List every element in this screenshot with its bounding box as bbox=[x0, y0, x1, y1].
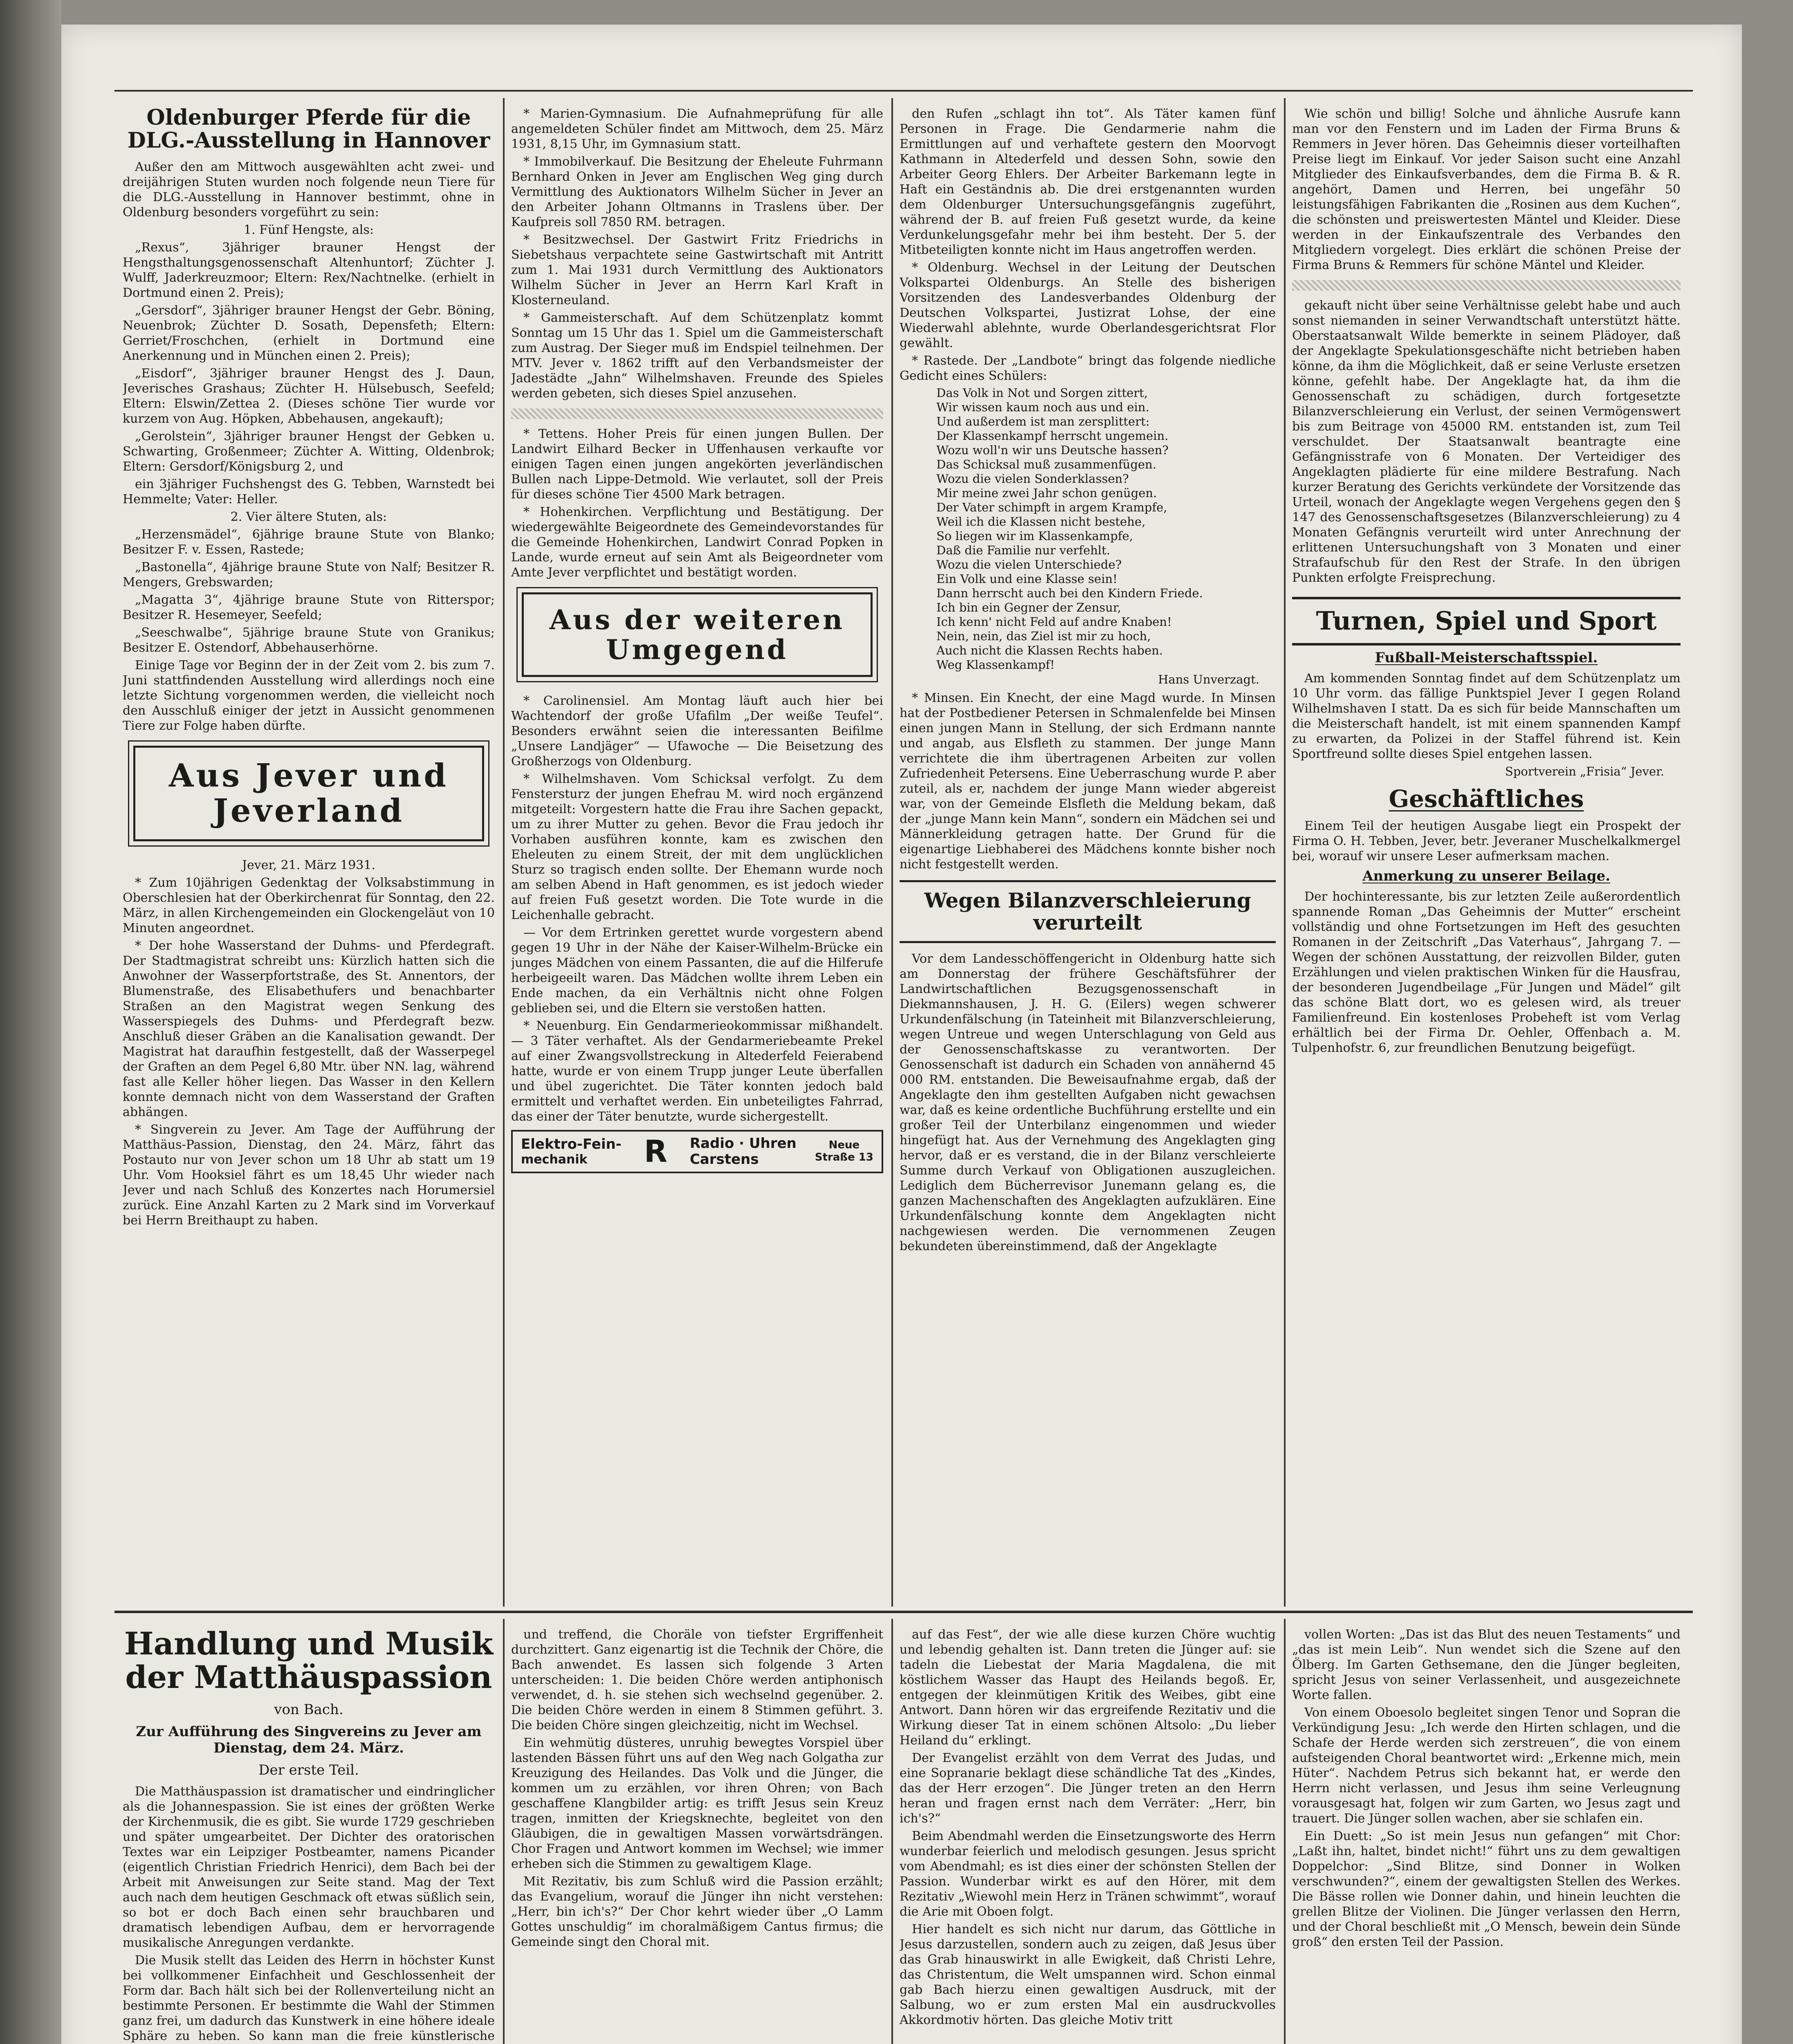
column-rule-3 bbox=[1284, 98, 1286, 1607]
paragraph: Einige Tage vor Beginn der in der Zeit vom 2. bis zum 7. Juni stattfindenden Ausstellung wird allerdings noch eine letzte Sichtung vorgenommen werden, die vielleicht noch den Ausschluß einiger der jetzt in Aussicht genommenen Tiere zur Folge haben dürfte. bbox=[123, 658, 495, 733]
dateline: Jever, 21. März 1931. bbox=[242, 858, 375, 872]
paragraph: Vor dem Landesschöffengericht in Oldenburg hatte sich am Donnerstag der frühere Geschäftsführer der Landwirtschaftlichen Bezugsgenossenschaft in Diekmannshausen, J. H. G. (Eilers) wegen schwerer Urkundenfälschung (in Tateinheit mit Bilanzverschleierung, wegen Untreue und wegen Unterschlagung von Geld aus der Genossenschaftskasse zu verantworten. Der Genossenschaft ist dadurch ein Schaden von annähernd 45 000 RM. entstanden. Die Beweisaufnahme ergab, daß der Angeklagte den ihm gestellten Aufgaben nicht gewachsen war, daß es keine ordentliche Buchführung erstellte und ein großer Teil der Unterbilanz eingenommen und wieder hingefügt hat. Aus der Vernehmung des Angeklagten ging hervor, daß er es verstand, die in der Bilanz verschleierte Summe durch Verkauf von Obligationen auszugleichen. Lediglich dem Bücherrevisor Junemann gelang es, die ganzen Machenschaften des Angeklagten aufzuklären. Eine Urkundenfälschung konnte dem Angeklagten nicht nachgewiesen werden. Die vernommenen Zeugen bekundeten übereinstimmend, daß der Angeklagte bbox=[900, 952, 1276, 1253]
article-title-matthaeuspassion: Handlung und Musik der Matthäuspassion bbox=[124, 1627, 494, 1696]
poem-line: Weg Klassenkampf! bbox=[936, 658, 1055, 672]
paragraph: Ein Duett: „So ist mein Jesus nun gefangen“ mit Chor: „Laßt ihn, haltet, bindet nicht!“ führt uns zu dem gewaltigen Doppelchor: „Sind Blitze, sind Donner in Wolken verschwunden?“, einem der gewaltigsten Stellen des Werkes. Die Bässe rollen wie Donner dahin, und hinein leuchten die grellen Blitze der Violinen. Die Jünger verlassen den Herrn, und der Choral beschließt mit „O Mensch, bewein dein Sünde groß“ den ersten Teil der Passion. bbox=[1292, 1829, 1681, 1949]
poem-line: Das Schicksal muß zusammenfügen. bbox=[936, 457, 1156, 471]
column-rule-5 bbox=[891, 1619, 893, 2044]
subheading: 1. Fünf Hengste, als: bbox=[244, 223, 374, 238]
poem-line: Auch nicht die Klassen Rechts haben. bbox=[936, 643, 1163, 657]
paragraph: Mit Rezitativ, bis zum Schluß wird die Passion erzählt; das Evangelium, worauf die Jünger ihn nicht verstehen: „Herr, bin ich's?“ Der Chor kehrt wieder über „O Lamm Gottes unschuldig“ im choralmäßigem Cantus firmus; die Gemeinde singt den Choral mit. bbox=[511, 1874, 883, 1949]
paragraph: ein 3jähriger Fuchshengst des G. Tebben, Warnstedt bei Hemmelte; Vater: Heller. bbox=[123, 477, 495, 507]
column-1 bbox=[123, 106, 495, 1607]
column-rule-1 bbox=[503, 98, 505, 1607]
paragraph: — Vor dem Ertrinken gerettet wurde vorgestern abend gegen 19 Uhr in der Nähe der Kaiser-Wilhelm-Brücke ein junges Mädchen von einem Passanten, die auf die Hilferufe herbeigeeilt waren. Das Mädchen wollte ihrem Leben ein Ende machen, da ein Verhältnis nicht ohne Folgen geblieben sei, und die Eltern sie verstoßen hatten. bbox=[511, 926, 883, 1016]
poem-line: Wir wissen kaum noch aus und ein. bbox=[936, 400, 1149, 414]
poem-line: Der Klassenkampf herrscht ungemein. bbox=[936, 429, 1169, 443]
paragraph: Außer den am Mittwoch ausgewählten acht zwei- und dreijährigen Stuten wurden noch folgende neun Tiere für die DLG.-Ausstellung in Hannover bestimmt, ohne in Oldenburg besonders vorgeführt zu sein: bbox=[123, 160, 495, 220]
paragraph: Wie schön und billig! Solche und ähnliche Ausrufe kann man vor den Fenstern und im Laden der Firma Bruns & Remmers in Jever hören. Das Geheimnis dieser vorteilhaften Preise liegt im Einkauf. Vor jeder Saison sucht eine Anzahl Mitglieder des Einkaufsverbandes, dem die Firma B. & R. angehört, Damen und Herren, bei ungefähr 50 leistungsfähigen Fabrikanten die „Rosinen aus dem Kuchen“, die schönsten und preiswertesten Mäntel und Kleider. Diese werden in der Einkaufszentrale des Verbandes den Mitgliedern vorgelegt. Dies erklärt die schönen Preise der Firma Bruns & Remmers für schöne Mäntel und Kleider. bbox=[1292, 107, 1681, 272]
poem-line: Und außerdem ist man zersplittert: bbox=[936, 415, 1150, 428]
paragraph: „Gerolstein“, 3jähriger brauner Hengst der Gebken u. Schwarting, Großenmeer; Züchter A. Witting, Oldenbrok; Eltern: Gersdorf/Königsburg 2, und bbox=[123, 429, 495, 474]
column-rule-4 bbox=[503, 1619, 505, 2044]
poem-line: Dann herrscht auch bei den Kindern Friede. bbox=[936, 586, 1203, 600]
paragraph: * Tettens. Hoher Preis für einen jungen Bullen. Der Landwirt Eilhard Becker in Uffenhausen verkaufte vor einigen Tagen einen jungen angekörten jeverländischen Bullen nach Lippe-Detmold. Wie verlautet, soll der Preis für dieses schöne Tier 4500 Mark betragen. bbox=[511, 427, 883, 502]
paragraph: auf das Fest“, der wie alle diese kurzen Chöre wuchtig und lebendig gehalten ist. Dann treten die Jünger auf: sie tadeln die Liebestat der Maria Magdalena, die mit köstlichem Wasser das Haupt des Heilands begoß. Er, entgegen der kleinmütigen Kritik des Weibes, gibt eine Antwort. Dann hören wir das ergreifende Rezitativ und die Wirkung dieser Tat in einem schönen Altsolo: „Du lieber Heiland du“ erklingt. bbox=[900, 1627, 1276, 1748]
poem-line: Ein Volk und eine Klasse sein! bbox=[936, 572, 1118, 586]
paragraph: Der hochinteressante, bis zur letzten Zeile außerordentlich spannende Roman „Das Geheimnis der Mutter“ erscheint vollständig und ohne Fortsetzungen im Heft des gesuchten Romanen in der Zeitschrift „Das Vaterhaus“, Jahrgang 7. — Wegen der schönen Ausstattung, der reizvollen Bilder, guten Erzählungen und vielen praktischen Winken für die Hausfrau, der besonderen Jugendbeilage „Für Jungen und Mädel“ gilt das schöne Blatt dort, wo es gelesen wird, als treuer Familienfreund. Ein kostenloses Probeheft ist vom Verlag erhältlich bei der Firma Dr. Oehler, Offenbach a. M. Tulpenhofstr. 6, zur freundlichen Benutzung beigefügt. bbox=[1292, 889, 1681, 1055]
paragraph: „Herzensmädel“, 6jährige braune Stute von Blanko; Besitzer F. v. Essen, Rastede; bbox=[123, 527, 495, 557]
paragraph: * Gammeisterschaft. Auf dem Schützenplatz kommt Sonntag um 15 Uhr das 1. Spiel um die Gammeisterschaft zum Austrag. Der Sieger muß im Endspiel teilnehmen. Der MTV. Jever v. 1862 trifft auf den Verbandsmeister der Jadestädte „Jahn“ Wilhelmshaven. Freunde des Spieles werden gebeten, sich dieses Spiel anzusehen. bbox=[511, 311, 883, 401]
paragraph: Ein wehmütig düsteres, unruhig bewegtes Vorspiel über lastenden Bässen führt uns auf den Weg nach Golgatha zur Kreuzigung des Heilandes. Das Volk und die Jünger, die kommen um zu erzählen, vor ihren Ohren; von Bach geschaffene Klangbilder artig: es trifft Jesus sein Kreuz tragen, inmitten der Kriegsknechte, begleitet von den Gläubigen, die in gewaltigen Massen vorwärtsdrängen. Chor Fragen und Antwort kommen im Wechsel; wie immer erheben sich die Stimmen zu gewaltigem Klage. bbox=[511, 1736, 883, 1871]
paragraph: * Neuenburg. Ein Gendarmerieokommissar mißhandelt. — 3 Täter verhaftet. Als der Gendarmeriebeamte Prekel auf einer Zwangsvollstreckung in Altederfeld Feierabend hatte, wurde er von einem Trupp junger Leute überfallen und übel zugerichtet. Die Täter konnten jedoch bald ermittelt und verhaftet werden. Ein unbeteiligtes Fahrrad, das einer der Täter benutzte, wurde sichergestellt. bbox=[511, 1019, 883, 1124]
section-title-sport: Turnen, Spiel und Sport bbox=[1292, 597, 1681, 645]
paragraph: * Zum 10jährigen Gedenktag der Volksabstimmung in Oberschlesien hat der Oberkirchenrat für Sonntag, den 22. März, in allen Kirchengemeinden ein Glockengeläut von 10 Minuten angeordnet. bbox=[123, 875, 495, 935]
paragraph: Beim Abendmahl werden die Einsetzungsworte des Herrn wunderbar feierlich und melodisch gesungen. Jesus spricht vom Abendmahl; es ist dies einer der schönsten Stellen der Passion. Wunderbar wirkt es auf den Hörer, mit dem Rezitativ „Wiewohl mein Herz in Tränen schwimmt“, worauf die Arie mit Oboen folgt. bbox=[900, 1829, 1276, 1919]
paragraph: * Minsen. Ein Knecht, der eine Magd wurde. In Minsen hat der Postbediener Petersen in Schmalenfelde bei Minsen einen jungen Mann in Stellung, der sich Erdmann nannte und angab, aus Elsfleth zu stammen. Der junge Mann verrichtete die ihm übertragenen Arbeiten zur vollen Zufriedenheit Petersens. Eine Ueberraschung wurde P. aber zuteil, als er, nachdem der junge Mann wieder abgereist war, von der Gemeinde Elsfleth die Meldung bekam, daß der „junge Mann kein Mann“, sondern ein Mädchen sei und Männerkleidung getragen hatte. Der Grund für die eigenartige Liebhaberei des Mädchens konnte bisher noch nicht festgestellt werden. bbox=[900, 691, 1276, 872]
article-title-bilanz: Wegen Bilanzverschleierung verurteilt bbox=[900, 880, 1276, 943]
paragraph: Am kommenden Sonntag findet auf dem Schützenplatz um 10 Uhr vorm. das fällige Punktspiel Jever I gegen Roland Wilhelmshaven I statt. Da es sich für beide Mannschaften um die Meisterschaft handelt, ist mit einem spannenden Kampf zu erwarten, da Polizei in der Staffel führend ist. Kein Sportfreund sollte dieses Spiel entgehen lassen. bbox=[1292, 671, 1681, 761]
top-rule bbox=[114, 90, 1693, 92]
paragraph: * Besitzwechsel. Der Gastwirt Fritz Friedrichs in Siebetshaus verpachtete seine Gastwirtschaft mit Antritt zum 1. Mai 1931 durch Vermittlung des Auktionators Wilhelm Sücher in Jever an Herrn Karl Kraft in Klosterneuland. bbox=[511, 233, 883, 307]
section-box-umgegend: Aus der weiteren Umgegend bbox=[522, 592, 873, 677]
section-divider-rule bbox=[114, 1611, 1693, 1613]
poem bbox=[900, 386, 1276, 672]
divider-shade bbox=[1292, 280, 1681, 291]
ad-text: Neue bbox=[828, 1139, 860, 1152]
poem-line: Daß die Familie nur verfehlt. bbox=[936, 543, 1111, 557]
paragraph: Der Evangelist erzählt von dem Verrat des Judas, und eine Sopranarie beklagt diese schändliche Tat des „Kindes, das der Herr erzogen“. Die Jünger treten an den Herrn heran und fragen ernst nach dem Verräter: „Herr, bin ich's?“ bbox=[900, 1751, 1276, 1826]
ad-middle bbox=[690, 1136, 797, 1168]
ad-left bbox=[521, 1136, 622, 1167]
column-4 bbox=[1292, 106, 1681, 1607]
column-rule-6 bbox=[1284, 1619, 1286, 2044]
column-2 bbox=[511, 106, 883, 1607]
paragraph: * Der hohe Wasserstand der Duhms- und Pferdegraft. Der Stadtmagistrat schreibt uns: Kürzlich hatten sich die Anwohner der Wasserpfortstraße, des St. Annentors, der Blumenstraße, des Elisabethufers und benachbarter Straßen an den Magistrat wegen Senkung des Wasserspiegels des Duhms- und Pferdegraft bezw. Anschluß dieser Gräben an die Kanalisation gewandt. Der Magistrat hat daraufhin festgestellt, daß der Wasserpegel der Graften an dem Pegel 6,80 Mtr. über NN. lag, während fast alle Keller höher liegen. Das Wasser in den Kellern konnte demnach nicht von dem Wasserstand der Graften abhängen. bbox=[123, 938, 495, 1119]
bottom-column-2 bbox=[511, 1627, 883, 2044]
paragraph: „Magatta 3“, 4jährige braune Stute von Ritterspor; Besitzer R. Hesemeyer, Seefeld; bbox=[123, 593, 495, 623]
byline: von Bach. bbox=[274, 1701, 343, 1718]
poem-line: Nein, nein, das Ziel ist mir zu hoch, bbox=[936, 629, 1151, 643]
poem-signature: Hans Unverzagt. bbox=[1158, 672, 1259, 686]
bottom-column-3 bbox=[900, 1627, 1276, 2044]
poem-line: Wozu woll'n wir uns Deutsche hassen? bbox=[936, 443, 1169, 457]
paragraph: * Singverein zu Jever. Am Tage der Aufführung der Matthäus-Passion, Dienstag, den 24. März, fährt das Postauto nur von Jever schon um 18 Uhr ab statt um 19 Uhr. Vom Hooksiel fährt es um 18,45 Uhr wieder nach Jever und nach Schluß des Konzertes nach Horumersiel zurück. Eine Anzahl Karten zu 2 Mark sind im Vorverkauf bei Herrn Breithaupt zu haben. bbox=[123, 1122, 495, 1228]
paragraph: * Marien-Gymnasium. Die Aufnahmeprüfung für alle angemeldeten Schüler findet am Mittwoch, dem 25. März 1931, 8,15 Uhr, im Gymnasium statt. bbox=[511, 107, 883, 151]
paragraph: „Eisdorf“, 3jähriger brauner Hengst des J. Daun, Jeverisches Grashaus; Züchter H. Hülsebusch, Seefeld; Eltern: Elswin/Zettea 2. (Dieses schöne Tier wurde vor kurzem von Aug. Höpken, Abbehausen, angekauft); bbox=[123, 366, 495, 426]
paragraph: „Rexus“, 3jähriger brauner Hengst der Hengsthaltungsgenossenschaft Altenhuntorf; Züchter J. Wulff, Jaderkreuzmoor; Eltern: Rex/Nachtnelke. (erhielt in Dortmund einen 2. Preis); bbox=[123, 240, 495, 300]
paragraph: und treffend, die Choräle von tiefster Ergriffenheit durchzittert. Ganz eigenartig ist die Technik der Chöre, die Bach anwendet. Es lassen sich folgende 3 Arten unterscheiden: 1. Die beiden Chöre werden antiphonisch verwendet, d. h. sie stehen sich wechselnd gegenüber. 2. Die beiden Chöre werden in einem 8 Stimmen geführt. 3. Die beiden Chöre singen gleichzeitig, nicht im Wechsel. bbox=[511, 1627, 883, 1732]
column-3 bbox=[900, 106, 1276, 1607]
paragraph: „Seeschwalbe“, 5jährige braune Stute von Granikus; Besitzer E. Ostendorf, Abbehauserhörne. bbox=[123, 625, 495, 655]
advertisement-carstens bbox=[511, 1130, 883, 1173]
ad-text: Carstens bbox=[689, 1151, 759, 1168]
ad-text: Elektro-Fein- bbox=[521, 1136, 622, 1153]
article-title-horses: Oldenburger Pferde für die DLG.-Ausstellung in Hannover bbox=[127, 106, 490, 153]
ad-text: Straße 13 bbox=[815, 1151, 873, 1164]
bottom-column-1 bbox=[123, 1627, 495, 2044]
paragraph: vollen Worten: „Das ist das Blut des neuen Testaments“ und „das ist mein Leib“. Nun wendet sich die Szene auf den Ölberg. Im Garten Gethsemane, den die Jünger begleiten, spricht Jesus von seiner Verlassenheit, und ausgezeichnete Worte fallen. bbox=[1292, 1627, 1681, 1702]
subheading: Anmerkung zu unserer Beilage. bbox=[1362, 867, 1611, 884]
paragraph: Die Matthäuspassion ist dramatischer und eindringlicher als die Johannespassion. Sie ist eines der größten Werke der Kirchenmusik, die es gibt. Sie wurde 1729 geschrieben und später umgearbeitet. Der Dichter des oratorischen Textes war ein Leipziger Postbeamter, namens Picander (eigentlich Christian Friedrich Henrici), dem Bach bei der Arbeit mit Anweisungen zur Seite stand. Mag der Text auch nach dem heutigen Geschmack oft etwas süßlich sein, so bot er doch Bach einen sehr brauchbaren und dramatisch lebendigen Aufbau, dem er hervorragende musikalische Anregungen verdankte. bbox=[123, 1784, 495, 1950]
poem-line: Mir meine zwei Jahr schon genügen. bbox=[936, 486, 1157, 500]
poem-line: Ich kenn' nicht Feld auf andre Knaben! bbox=[936, 615, 1172, 629]
subheading: Fußball-Meisterschaftsspiel. bbox=[1375, 649, 1598, 666]
poem-line: So liegen wir im Klassenkampfe, bbox=[936, 529, 1133, 543]
paragraph: den Rufen „schlagt ihn tot“. Als Täter kamen fünf Personen in Frage. Die Gendarmerie nahm die Ermittlungen auf und verhaftete gestern den Moorvogt Kathmann in Altederfeld und dessen Sohn, sowie den Arbeiter Georg Ehlers. Der Arbeiter Barkemann legte in Haft ein Geständnis ab. Die drei erstgenannten wurden dem Oldenburger Untersuchungsgefängnis zugeführt, während der B. auf freien Fuß gesetzt wurde, da keine Verdunkelungsgefahr mehr bei ihm besteht. Der 5. der Mitbeteiligten konnte nicht im Haus angetroffen werden. bbox=[900, 107, 1276, 257]
paragraph: „Bastonella“, 4jährige braune Stute von Nalf; Besitzer R. Mengers, Grebswarden; bbox=[123, 560, 495, 590]
subheading: 2. Vier ältere Stuten, als: bbox=[230, 510, 387, 524]
poem-line: Wozu die vielen Sonderklassen? bbox=[936, 472, 1129, 486]
occasion: Zur Aufführung des Singvereins zu Jever am Dienstag, dem 24. März. bbox=[136, 1724, 482, 1757]
column-rule-2 bbox=[891, 98, 893, 1607]
poem-line: Das Volk in Not und Sorgen zittert, bbox=[936, 386, 1148, 400]
paragraph: * Wilhelmshaven. Vom Schicksal verfolgt. Zu dem Fenstersturz der jungen Ehefrau M. wird noch ergänzend mitgeteilt: Vorgestern hatte die Frau ihre Sachen gepackt, um zu ihrer Mutter zu gehen. Bevor die Frau jedoch ihr Vorhaben ausführen konnte, kam es zwischen den Eheleuten zu einem Streit, der mit dem unglücklichen Sturz so tragisch enden sollte. Der Ehemann wurde noch am selben Abend in Haft genommen, es ist jedoch wieder auf freien Fuß gesetzt worden. Die Tote wurde in die Leichenhalle gebracht. bbox=[511, 772, 883, 923]
divider-shade bbox=[511, 408, 883, 419]
section-title-geschaeftliches: Geschäftliches bbox=[1389, 784, 1584, 813]
poem-line: Der Vater schimpft in argem Krampfe, bbox=[936, 500, 1167, 514]
paragraph: Von einem Oboesolo begleitet singen Tenor und Sopran die Verkündigung Jesu: „Ich werde den Hirten schlagen, und die Schafe der Herde werden sich zerstreuen“, die von einem aufsteigenden Choral beantwortet wird: „Erkenne mich, mein Hüter“. Nachdem Petrus sich bekannt hat, er werde den Herrn nicht verlassen, und Jesus ihm seine Verleugnung vorausgesagt hat, folgen wir zum Garten, wo Jesus zagt und trauert. Die Jünger sollen wachen, aber sie schlafen ein. bbox=[1292, 1706, 1681, 1826]
paragraph: * Oldenburg. Wechsel in der Leitung der Deutschen Volkspartei Oldenburgs. An Stelle des bisherigen Vorsitzenden des Landesverbandes Oldenburg der Deutschen Volkspartei, Justizrat Lohse, der eine Wiederwahl ablehnte, wurde Oberlandesgerichtsrat Flor gewählt. bbox=[900, 260, 1276, 350]
paragraph: * Hohenkirchen. Verpflichtung und Bestätigung. Der wiedergewählte Beigeordnete des Gemeindevorstandes für die Gemeinde Hohenkirchen, Landwirt Conrad Popken in Lande, wurde erneut auf sein Amt als Beigeordneter vom Amte Jever verpflichtet und bestätigt worden. bbox=[511, 505, 883, 580]
poem-line: Wozu die vielen Unterschiede? bbox=[936, 558, 1122, 572]
poem-line: Ich bin ein Gegner der Zensur, bbox=[936, 601, 1121, 614]
signature: Sportverein „Frisia“ Jever. bbox=[1505, 764, 1664, 778]
paragraph: * Immobilverkauf. Die Besitzung der Eheleute Fuhrmann Bernhard Onken in Jever am Englischen Weg ging durch Vermittlung des Auktionators Wilhelm Sücher in Jever an den Arbeiter Johann Oltmanns in Traslens über. Der Kaufpreis soll 7850 RM. betragen. bbox=[511, 155, 883, 229]
paragraph: * Carolinensiel. Am Montag läuft auch hier bei Wachtendorf der große Ufafilm „Der weiße Teufel“. Besonders erwähnt seien die interessanten Beifilme „Unsere Landjäger“ — Ufawoche — Die Beisetzung des Großherzogs von Oldenburg. bbox=[511, 694, 883, 769]
ad-text: Radio · Uhren bbox=[689, 1135, 797, 1152]
section-box-jever: Aus Jever und Jeverland bbox=[133, 746, 484, 841]
part-heading: Der erste Teil. bbox=[258, 1762, 359, 1779]
paragraph: „Gersdorf“, 3jähriger brauner Hengst der Gebr. Böning, Neuenbrok; Züchter D. Sosath, Depensfeth; Eltern: Gerriet/Froschchen, (erhielt in Dortmund eine Anerkennung und in München einen 2. Preis); bbox=[123, 303, 495, 363]
ad-text: mechanik bbox=[521, 1152, 588, 1167]
paragraph: * Rastede. Der „Landbote“ bringt das folgende niedliche Gedicht eines Schülers: bbox=[900, 354, 1276, 383]
book-binding-edge bbox=[0, 0, 61, 2044]
paragraph: Die Musik stellt das Leiden des Herrn in höchster Kunst bei vollkommener Einfachheit und Geschlossenheit der Form dar. Bach hält sich bei der Rollenverteilung nicht an bestimmte Personen. Er bestimmte die Wahl der Stimmen ganz frei, um dadurch das Kunstwerk in eine höhere ideale Sphäre zu heben. So kann man die freie künstlerische bbox=[123, 1953, 495, 2044]
poem-line: Weil ich die Klassen nicht bestehe, bbox=[936, 515, 1146, 529]
ad-logo-r-icon: R bbox=[644, 1134, 667, 1170]
ad-address bbox=[815, 1139, 873, 1164]
paragraph: Einem Teil der heutigen Ausgabe liegt ein Prospekt der Firma O. H. Tebben, Jever, betr. Jeveraner Muschelkalkmergel bei, worauf wir unsere Leser aufmerksam machen. bbox=[1292, 818, 1681, 863]
paragraph: Hier handelt es sich nicht nur darum, das Göttliche in Jesus darzustellen, sondern auch zu zeigen, daß Jesus über das Grab hinauswirkt in alle Ewigkeit, daß Christi Lehre, das Christentum, die Welt umspannen wird. Schon einmal gab Bach hierzu einen gewaltigen Ausdruck, mit der Salbung, wo er zum ersten Mal ein ausdruckvolles Akkordmotiv hörten. Das gleiche Motiv tritt bbox=[900, 1922, 1276, 2027]
bottom-column-4 bbox=[1292, 1627, 1681, 2044]
paragraph: gekauft nicht über seine Verhältnisse gelebt habe und auch sonst niemanden in seiner Verwandtschaft unterstützt hätte. Oberstaatsanwalt Wilde bemerkte in seinem Plädoyer, daß der Angeklagte Spekulationsgeschäfte nicht betrieben haben könne, da ihm die Möglichkeit, daß er seine Verluste ersetzen könne, gefehlt habe. Der Angeklagte hat, da ihm die Genossenschaft zu schädigen, durch fortgesetzte Bilanzverschleierung ein Verlust, der seinen Vermögenswert bis zum Beitrage von 45000 RM. entstanden ist, zum Teil verschuldet. Der Staatsanwalt beantragte eine Gefängnisstrafe von 6 Monaten. Der Verteidiger des Angeklagten plädierte für eine mildere Bestrafung. Nach kurzer Beratung des Gerichts verkündete der Vorsitzende das Urteil, wonach der Angeklagte wegen Vergehens gegen den § 147 des Genossenschaftsgesetzes (Bilanzverschleierung) zu 4 Monaten Gefängnis verurteilt wird unter Anrechnung der erlittenen Untersuchungshaft von 3 Monaten und einer Strafaufschub für den Rest der Strafe. In den übrigen Punkten erfolgte Freisprechung. bbox=[1292, 298, 1681, 585]
newspaper-page bbox=[61, 25, 1742, 2044]
